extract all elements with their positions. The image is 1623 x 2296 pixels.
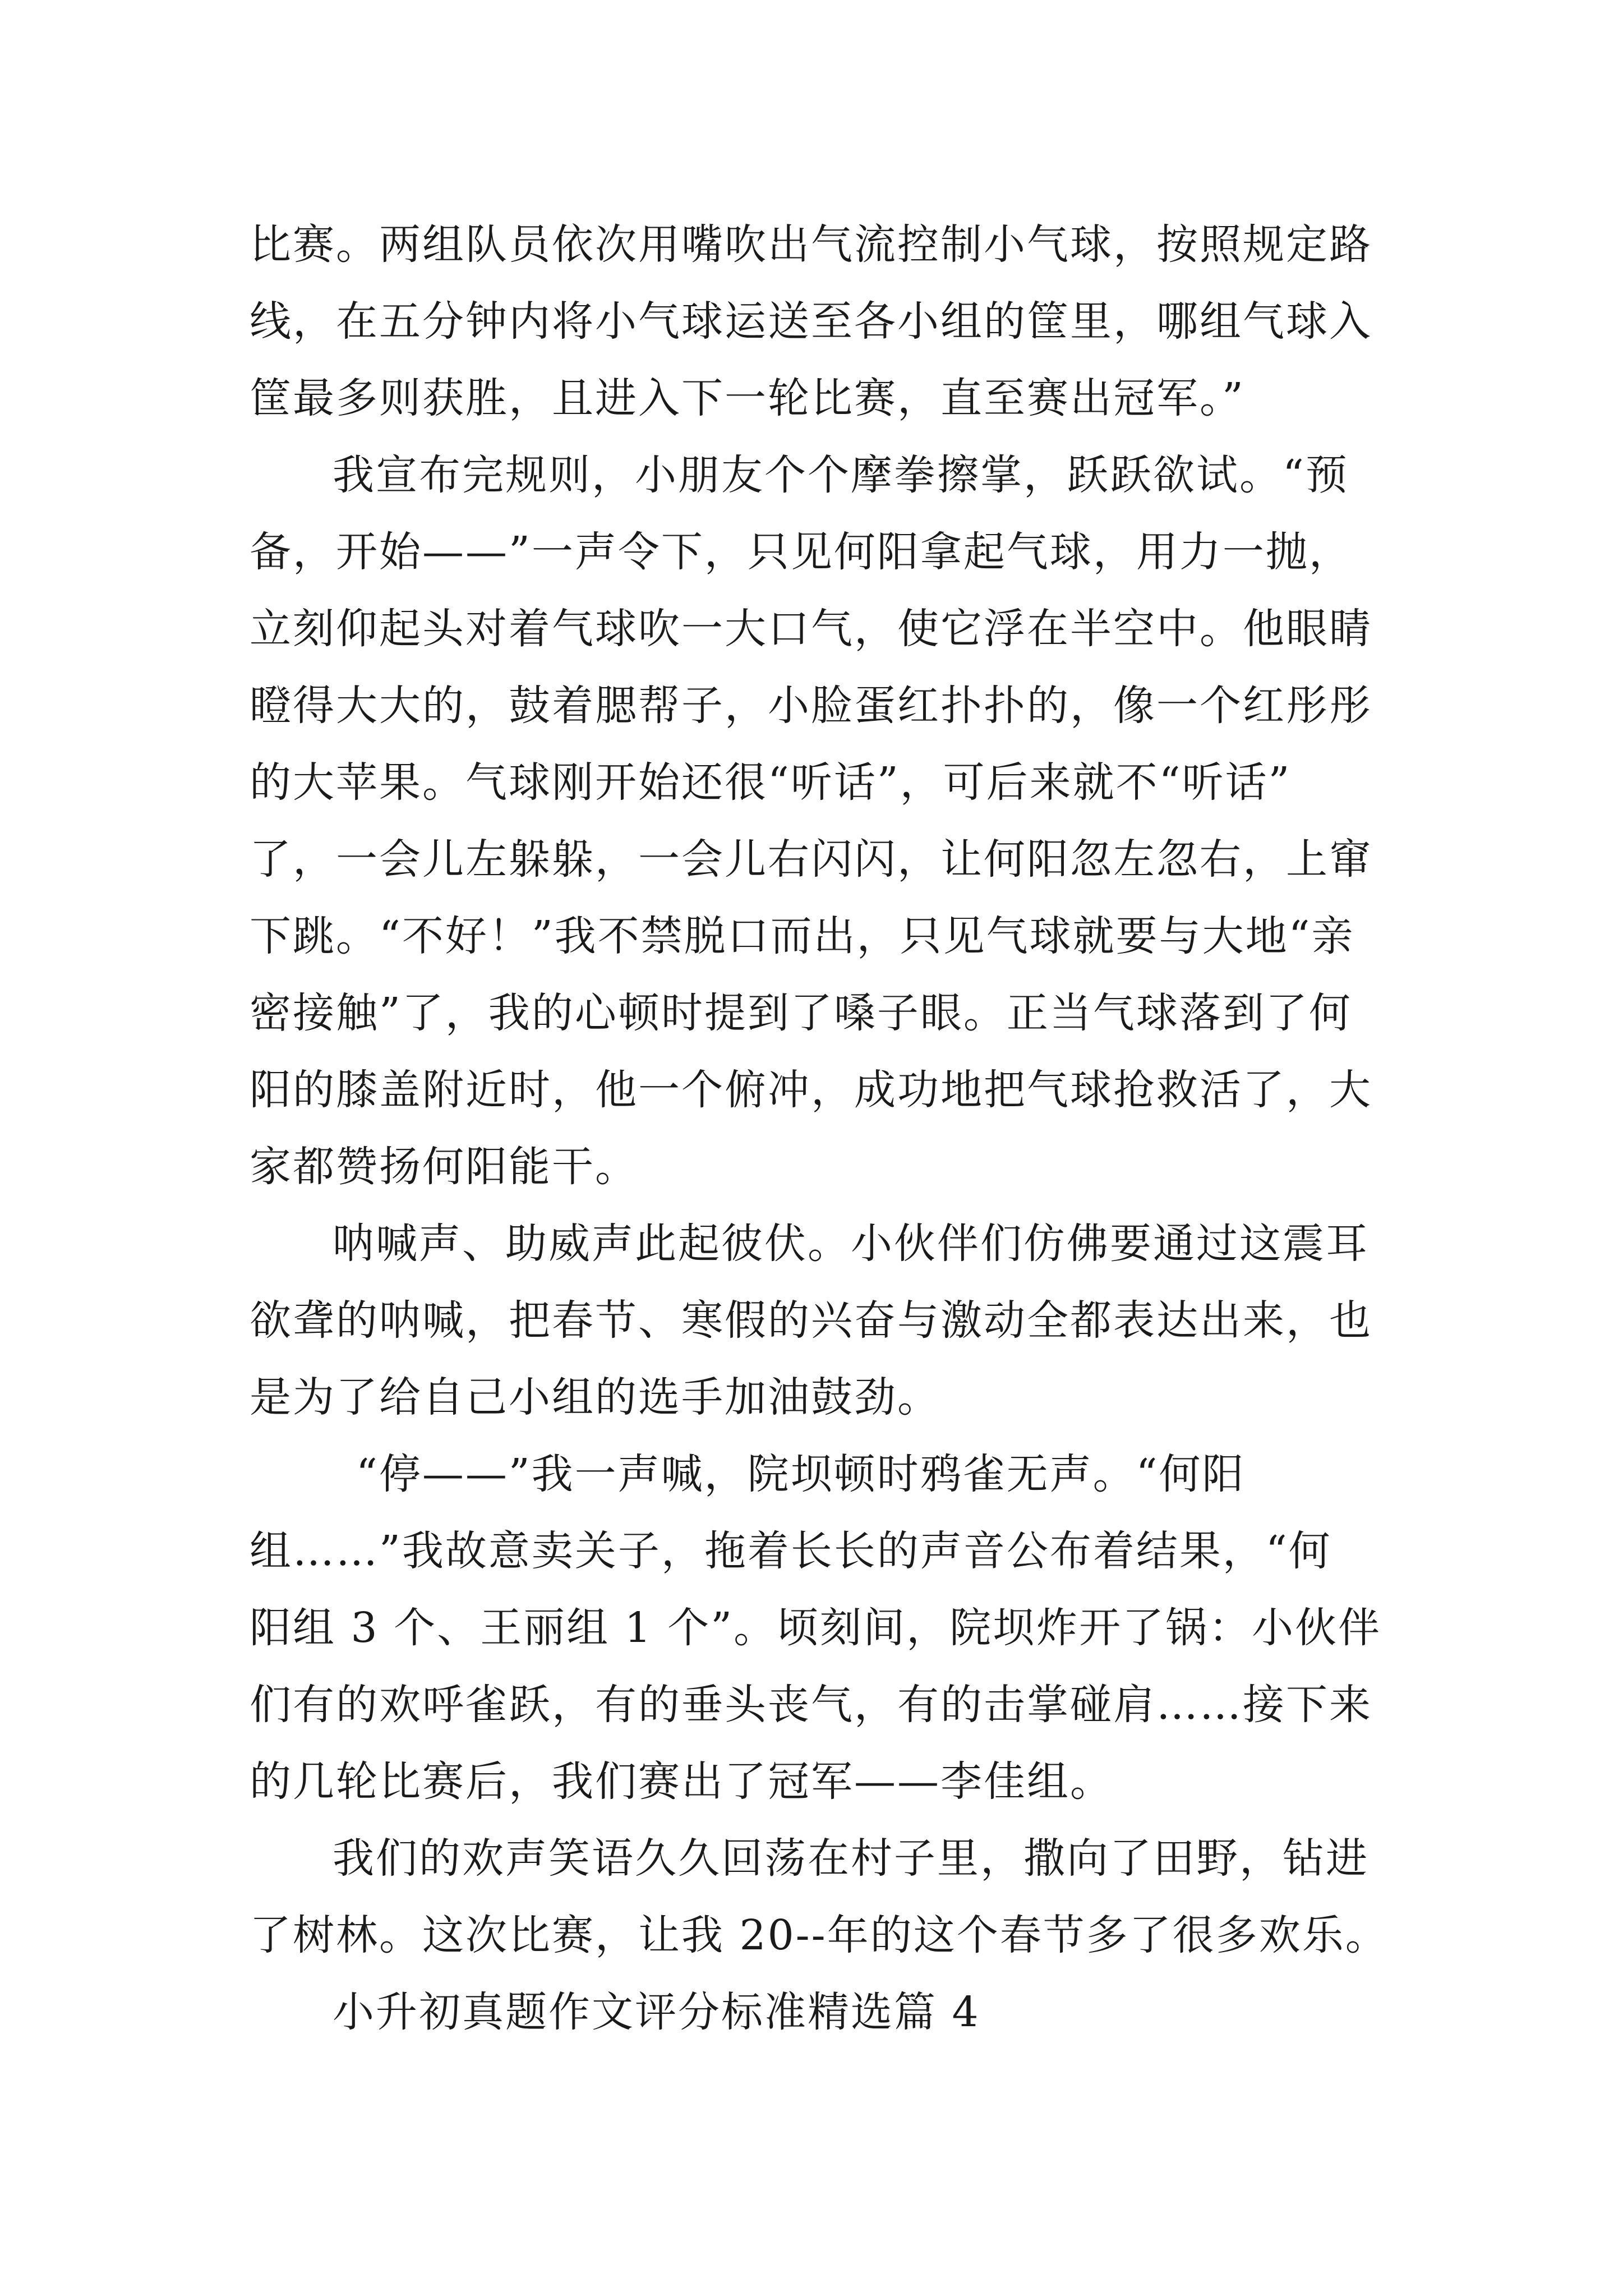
text-line: 了，一会儿左躲躲，一会儿右闪闪，让何阳忽左忽右，上窜 (250, 835, 1372, 884)
text-line: 线，在五分钟内将小气球运送至各小组的筐里，哪组气球入 (250, 297, 1372, 346)
text-line: 家都赞扬何阳能干。 (250, 1143, 638, 1191)
paragraph-start: 呐喊声、助威声此起彼伏。小伙伴们仿佛要通过这震耳 (333, 1220, 1369, 1268)
text-line: 密接触”了，我的心顿时提到了嗓子眼。正当气球落到了何 (250, 989, 1352, 1037)
text-line: 阳组 3 个、王丽组 1 个”。顷刻间，院坝炸开了锅：小伙伴 (250, 1604, 1382, 1652)
text-line: 组……”我故意卖关子，拖着长长的声音公布着结果，“何 (250, 1527, 1332, 1575)
text-line: 下跳。“不好！”我不禁脱口而出，只见气球就要与大地“亲 (250, 912, 1355, 960)
text-line: 了树林。这次比赛，让我 20--年的这个春节多了很多欢乐。 (250, 1911, 1389, 1959)
text-line: 备，开始——”一声令下，只见何阳拿起气球，用力一抛， (250, 528, 1352, 576)
text-line: 瞪得大大的，鼓着腮帮子，小脸蛋红扑扑的，像一个红彤彤 (250, 682, 1372, 730)
text-line: 们有的欢呼雀跃，有的垂头丧气，有的击掌碰肩……接下来 (250, 1681, 1372, 1729)
text-line: 欲聋的呐喊，把春节、寒假的兴奋与激动全都表达出来，也 (250, 1296, 1372, 1345)
section-heading: 小升初真题作文评分标准精选篇 4 (333, 1988, 980, 2036)
text-line: 的大苹果。气球刚开始还很“听话”，可后来就不“听话” (250, 758, 1292, 807)
paragraph-start: 我宣布完规则，小朋友个个摩拳擦掌，跃跃欲试。“预 (333, 451, 1349, 499)
text-line: 筐最多则获胜，且进入下一轮比赛，直至赛出冠军。” (250, 374, 1245, 422)
paragraph-start: “停——”我一声喊，院坝顿时鸦雀无声。“何阳 (356, 1450, 1246, 1498)
text-line: 的几轮比赛后，我们赛出了冠军——李佳组。 (250, 1757, 1113, 1806)
text-line: 比赛。两组队员依次用嘴吹出气流控制小气球，按照规定路 (250, 220, 1372, 269)
paragraph-start: 我们的欢声笑语久久回荡在村子里，撒向了田野，钻进 (333, 1834, 1369, 1883)
article-body (250, 206, 1405, 2051)
text-line: 阳的膝盖附近时，他一个俯冲，成功地把气球抢救活了，大 (250, 1066, 1372, 1114)
text-line: 立刻仰起头对着气球吹一大口气，使它浮在半空中。他眼睛 (250, 605, 1372, 653)
text-line: 是为了给自己小组的选手加油鼓劲。 (250, 1373, 940, 1421)
